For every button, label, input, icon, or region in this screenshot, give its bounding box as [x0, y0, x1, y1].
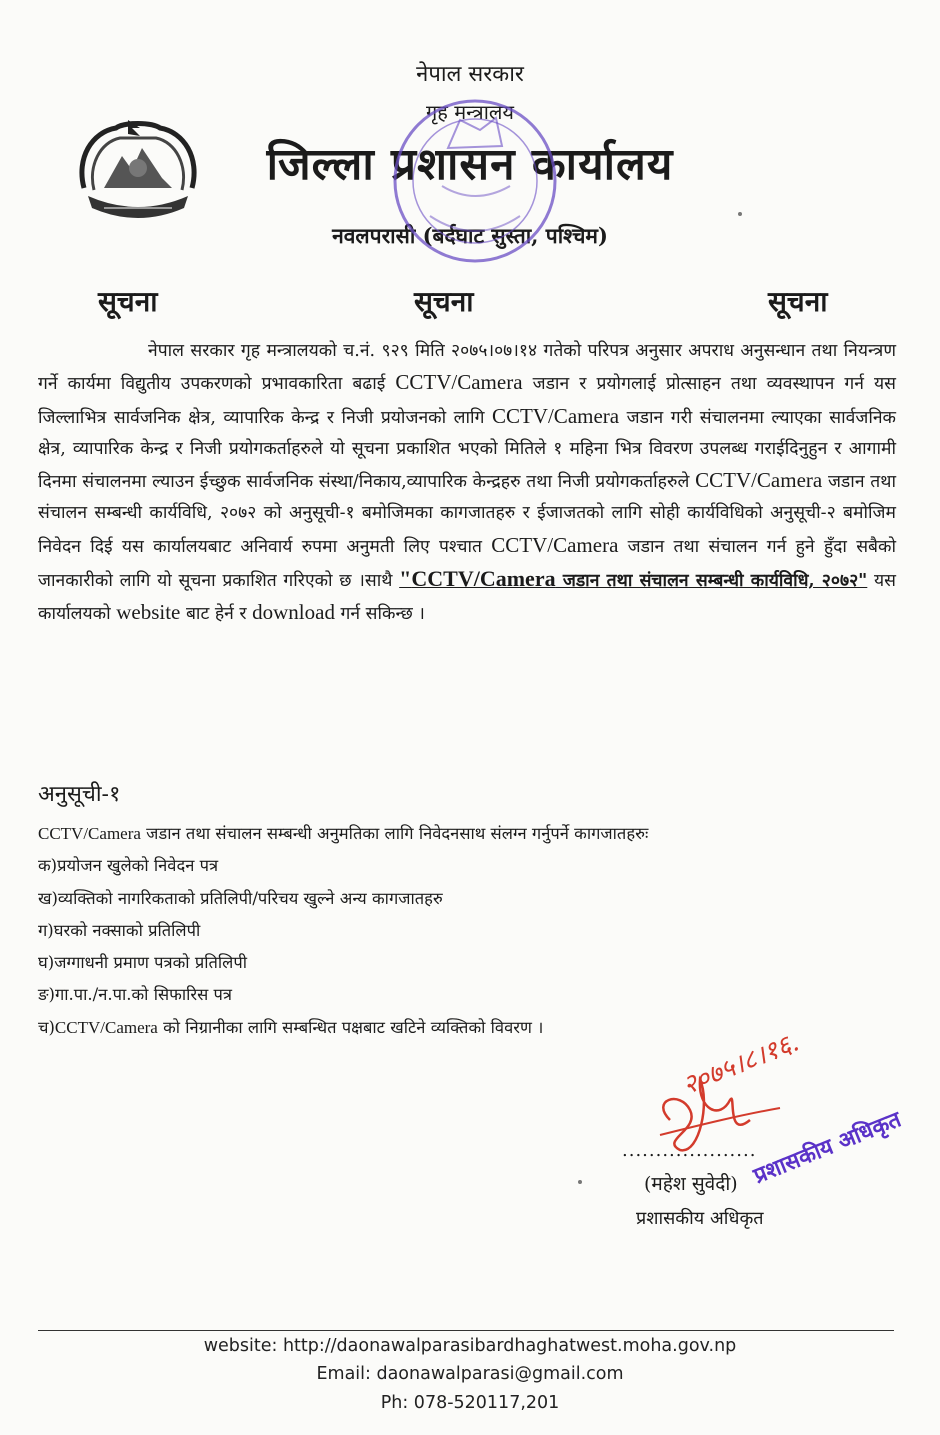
download-word: download [252, 600, 335, 625]
annex-title: अनुसूची-१ [38, 782, 121, 807]
notice-heading-left: सूचना [98, 285, 158, 318]
body-segment: यस कार्यालयको [38, 571, 897, 625]
body-segment: जडान र प्रयोगलाई प्रोत्साहन तथा व्यवस्थापन गर्न यस जिल्लाभित्र सार्वजनिक क्षेत्र, व्यापारिक केन्द्र र निजी प्रयोजनको लागि [38, 374, 896, 428]
body-segment: नेपाल सरकार गृह मन्त्रालयको च.नं. ९२९ मिति २०७५।०७।१४ गतेको परिपत्र अनुसार अपराध अनुसन्धान तथा नियन्त्रण गर्ने कार्यमा विद्युतीय उपकरणको प्रभावकारिता बढाई [38, 341, 896, 395]
annex-item: क)प्रयोजन खुलेको निवेदन पत्र [38, 856, 219, 876]
body-segment: जडान तथा संचालन गर्न हुने हुँदा सबैको जानकारीको लागि यो सूचना प्रकाशित गरिएको छ ।साथै [38, 536, 896, 592]
footer-divider [38, 1330, 894, 1331]
office-address: नवलपरासी (बर्दघाट सुस्ता, पश्चिम) [332, 223, 608, 248]
ref-cctv-term: CCTV/Camera [411, 566, 556, 592]
footer-email: Email: daonawalparasi@gmail.com [316, 1364, 624, 1384]
annex-item: ग)घरको नक्साको प्रतिलिपी [38, 920, 201, 940]
body-segment: जडान तथा संचालन सम्बन्धी कार्यविधि, २०७२ को अनुसूची-१ बमोजिमका कागजातहरु र ईजाजतको लागि सोही कार्यविधिको अनुसूची-२ बमोजिम निवेदन दिई यस कार्यालयबाट अनिवार्य रुपमा अनुमती लिए पश्चात [38, 472, 896, 557]
body-segment: बाट हेर्न र [180, 604, 253, 625]
ministry-name: गृह मन्त्रालय [425, 100, 515, 124]
signature-line: .................... [622, 1140, 757, 1161]
annex-item-prefix: च) [38, 1017, 55, 1037]
notice-body [38, 336, 896, 631]
cctv-term: CCTV/Camera [491, 532, 619, 557]
annex-intro-text: जडान तथा संचालन सम्बन्धी अनुमतिका लागि निवेदनसाथ संलग्न गर्नुपर्ने कागजातहरुः [140, 824, 649, 843]
cctv-term: CCTV/Camera [395, 370, 523, 395]
official-seal: प्रशासकीय अधिकृत [749, 1106, 905, 1190]
office-title: जिल्ला प्रशासन कार्यालय [266, 139, 674, 190]
annex-list [38, 818, 918, 1044]
body-segment: जडान गरी संचालनमा ल्याएका सार्वजनिक क्षेत्र, व्यापारिक केन्द्र र निजी प्रयोगकर्ताहरुले यो सूचना प्रकाशित भएको मितिले १ महिना भित्र विवरण उपलब्ध गराईदिनुहुन र आगामी दिनमा संचालनमा ल्याउन ईच्छुक सार्वजनिक संस्था/निकाय,व्यापारिक केन्द्रहरु तथा निजी प्रयोगकर्ताहरुले [38, 407, 896, 493]
footer-website: website: http://daonawalparasibardhaghatwest.moha.gov.np [203, 1336, 737, 1356]
signature-date: २०७५।८।१६. [678, 1027, 804, 1102]
cctv-term: CCTV/Camera [38, 824, 141, 843]
body-segment: गर्न सकिन्छ । [334, 604, 425, 625]
cctv-term: CCTV/Camera [491, 403, 620, 428]
annex-item: ङ)गा.पा./न.पा.को सिफारिस पत्र [38, 985, 233, 1005]
notice-heading-center: सूचना [414, 285, 474, 318]
annex-item: घ)जग्गाधनी प्रमाण पत्रको प्रतिलिपी [38, 953, 248, 973]
scan-speck [738, 212, 742, 216]
office-stamp-icon [390, 96, 560, 266]
ref-rest: जडान तथा संचालन सम्बन्धी कार्यविधि, २०७२" [555, 571, 868, 592]
signer-name: (महेश सुवेदी) [644, 1173, 738, 1195]
government-name: नेपाल सरकार [416, 62, 524, 87]
nepal-emblem-icon [74, 118, 202, 230]
footer-phone: Ph: 078-520117,201 [380, 1393, 560, 1413]
annex-item: ख)व्यक्तिको नागरिकताको प्रतिलिपी/परिचय खुल्ने अन्य कागजातहरु [38, 888, 443, 908]
procedure-reference [399, 566, 868, 592]
cctv-term: CCTV/Camera [54, 1017, 158, 1037]
scan-speck [578, 1180, 582, 1184]
ref-quote: " [399, 566, 412, 592]
annex-intro [38, 818, 918, 850]
signer-title: प्रशासकीय अधिकृत [636, 1208, 764, 1229]
cctv-term: CCTV/Camera [695, 468, 823, 493]
notice-heading-right: सूचना [768, 285, 828, 318]
annex-item-text: को निग्रानीका लागि सम्बन्धित पक्षबाट खटिने व्यक्तिको विवरण । [157, 1017, 544, 1037]
website-word: website [116, 600, 181, 625]
